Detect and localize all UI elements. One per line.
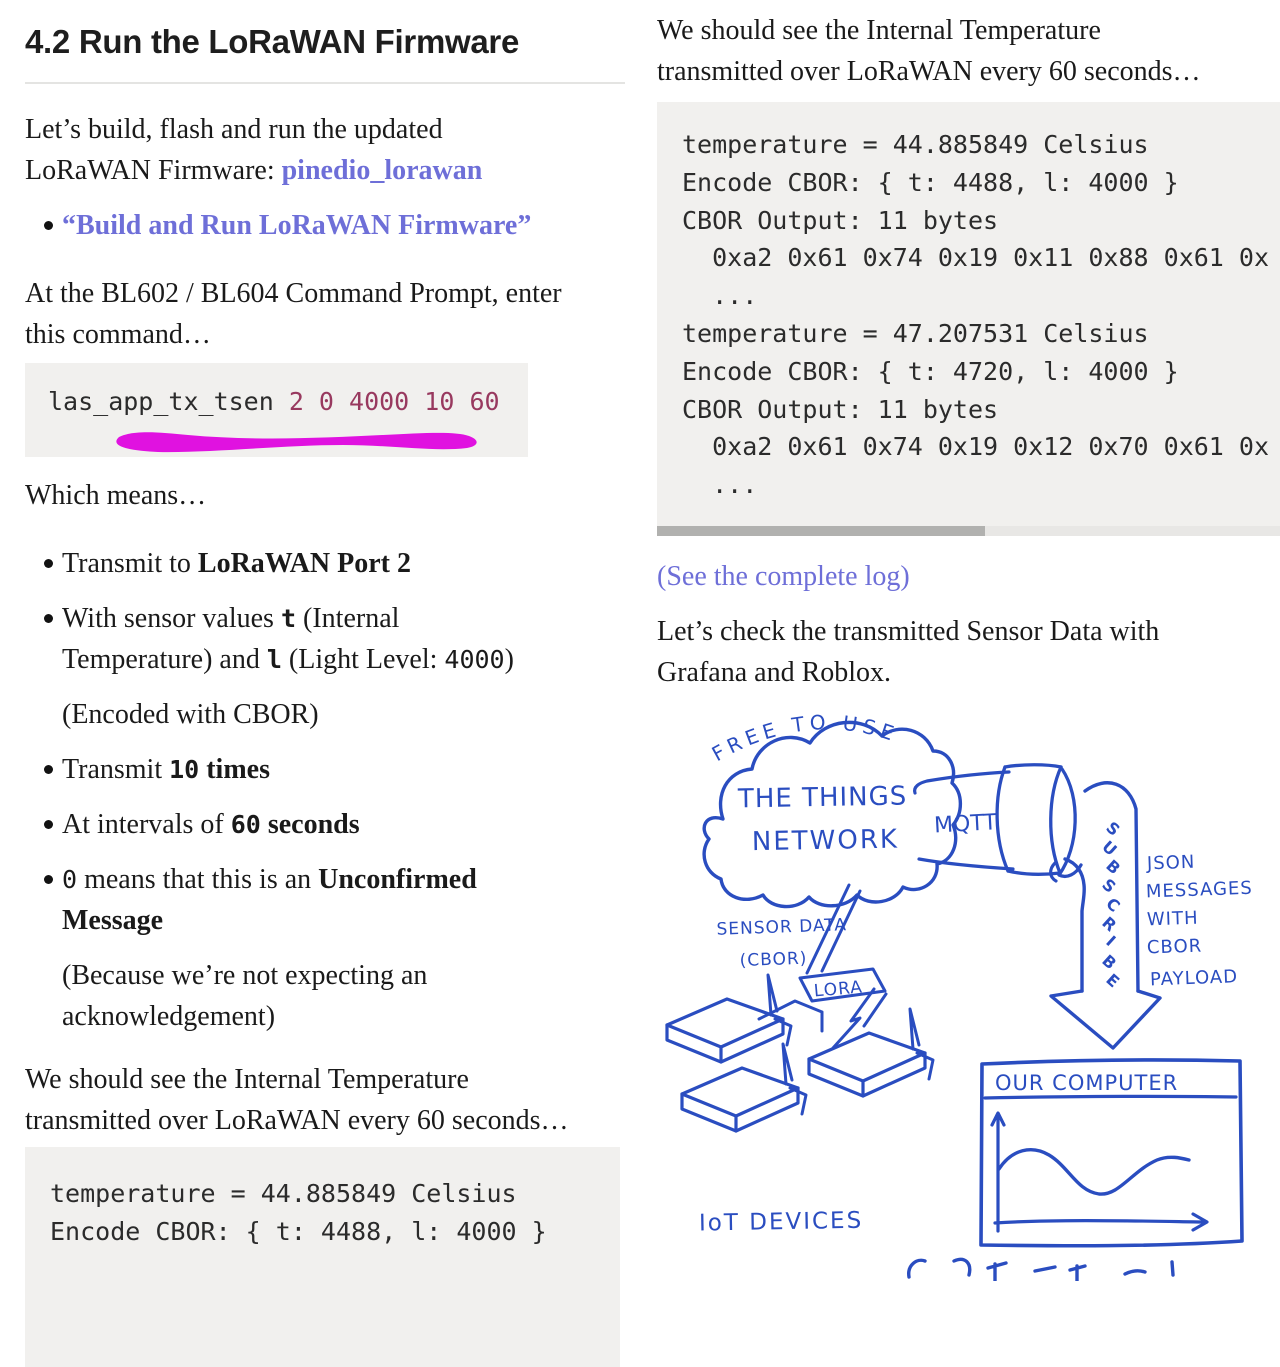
text-segment: Let’s check the transmitted Sensor Data with — [657, 616, 1160, 647]
architecture-sketch — [657, 701, 1280, 1281]
code-line: Encode CBOR: { t: 4488, l: 4000 } — [682, 167, 1179, 197]
subscribe-arrow — [1051, 783, 1160, 1048]
bullet-text — [62, 749, 625, 790]
subscribe-label: S U B S C R I B E — [1098, 817, 1125, 992]
text-segment: Which means… — [25, 480, 207, 511]
text-segment: 10 — [169, 755, 200, 784]
text-segment: At the BL602 / BL604 Command Prompt, enter — [25, 278, 562, 309]
bullet-text — [62, 694, 625, 735]
text-line — [62, 694, 625, 735]
scrollbar-thumb[interactable] — [657, 526, 985, 536]
text-segment: l — [266, 645, 282, 674]
text-segment: 4000 — [444, 645, 505, 674]
bullet-text — [62, 804, 625, 845]
mqtt-label: MQTT — [933, 810, 998, 839]
text-segment: (Because we’re not expecting an — [62, 960, 428, 991]
lora-label: LORA — [813, 977, 864, 1002]
svg-text:JSON: JSON — [1146, 851, 1196, 875]
text-line — [62, 900, 625, 941]
text-line — [62, 804, 625, 845]
temperature-log-block — [25, 1147, 620, 1367]
code-line: CBOR Output: 11 bytes — [682, 205, 999, 235]
free-to-use-label: FREE TO USE — [707, 710, 902, 767]
bullet-text — [62, 543, 625, 584]
code-line: ... — [682, 470, 758, 500]
text-segment: We should see the Internal Temperature — [25, 1064, 469, 1095]
temperature-expectation-paragraph — [25, 1059, 625, 1141]
text-segment: transmitted over LoRaWAN every 60 seconds… — [657, 56, 1201, 87]
bullet-dot — [25, 543, 62, 584]
text-segment: 2 0 4000 10 60 — [288, 387, 500, 416]
text-line — [62, 639, 625, 680]
bullet-item — [25, 859, 625, 941]
code-line: 0xa2 0x61 0x74 0x19 0x11 0x88 0x61 0x — [682, 243, 1269, 273]
bullet-dot — [25, 598, 62, 680]
code-line: temperature = 47.207531 Celsius — [682, 318, 1149, 348]
text-line — [25, 1059, 625, 1100]
svg-text:(CBOR): (CBOR) — [739, 948, 808, 971]
text-segment: las_app_tx_tsen — [48, 387, 289, 416]
text-line — [62, 598, 625, 639]
code-line: temperature = 44.885849 Celsius — [50, 1179, 517, 1208]
bullet-dot — [25, 804, 62, 845]
text-segment: At intervals of — [62, 809, 231, 840]
which-means-paragraph — [25, 475, 625, 516]
link[interactable]: pinedio_lorawan — [281, 155, 483, 186]
bullet-text — [62, 598, 625, 680]
text-line — [62, 955, 625, 996]
text-segment: LoRaWAN Firmware: — [25, 155, 282, 186]
text-segment: Let’s build, flash and run the updated — [25, 114, 443, 145]
text-line — [25, 1100, 625, 1141]
link[interactable]: “Build and Run LoRaWAN Firmware” — [62, 210, 532, 241]
svg-text:WITH: WITH — [1146, 907, 1199, 931]
right-column — [657, 10, 1280, 1281]
cbor-log-block[interactable] — [657, 102, 1280, 536]
text-line — [62, 205, 625, 246]
bullet-dot — [25, 205, 62, 246]
svg-text:PAYLOAD: PAYLOAD — [1149, 966, 1239, 991]
iot-devices-group — [667, 975, 933, 1131]
command-line — [48, 387, 528, 428]
iot-device — [667, 975, 791, 1062]
text-line — [25, 475, 625, 516]
text-segment: Transmit to — [62, 548, 198, 579]
text-line — [48, 387, 528, 428]
text-segment: We should see the Internal Temperature — [657, 15, 1101, 46]
text-segment: Transmit — [62, 754, 170, 785]
text-segment: LoRaWAN Port 2 — [197, 548, 411, 579]
code-line: CBOR Output: 11 bytes — [682, 394, 999, 424]
marker-highlight — [103, 426, 483, 454]
log-lines — [682, 126, 1280, 504]
heading-divider — [25, 82, 625, 84]
bullet-dot — [25, 749, 62, 790]
code-line: ... — [682, 281, 758, 311]
text-line — [25, 150, 625, 191]
command-prompt-paragraph — [25, 273, 625, 355]
iot-devices-label: IoT DEVICES — [698, 1207, 864, 1237]
bullet-text — [62, 859, 625, 941]
horizontal-scrollbar — [657, 526, 1280, 536]
text-segment: acknowledgement) — [62, 1001, 276, 1032]
command-meaning-list — [25, 543, 625, 1037]
chart-curve — [999, 1150, 1189, 1194]
text-line — [25, 273, 625, 314]
bullet-item — [25, 804, 625, 845]
text-line — [657, 10, 1280, 51]
text-segment: Message — [62, 905, 164, 936]
command-code-block — [25, 363, 528, 457]
bullet-item — [25, 598, 625, 680]
temperature-expectation-paragraph-2 — [657, 10, 1280, 92]
bullet-dot — [25, 859, 62, 941]
text-line — [657, 611, 1280, 652]
text-segment: this command… — [25, 319, 211, 350]
our-computer-label: OUR COMPUTER — [995, 1071, 1179, 1095]
code-line: temperature = 44.885849 Celsius — [682, 130, 1149, 159]
text-segment: transmitted over LoRaWAN every 60 seconds… — [25, 1105, 569, 1136]
bullet-item — [25, 543, 625, 584]
text-segment: 0 — [62, 865, 78, 894]
computer-box — [981, 1060, 1242, 1246]
code-line: Encode CBOR: { t: 4488, l: 4000 } — [50, 1217, 547, 1246]
left-column — [25, 22, 625, 1367]
iot-device — [682, 1044, 806, 1131]
text-segment: ) — [504, 644, 514, 675]
sensor-data-label — [716, 915, 848, 972]
text-segment: With sensor values — [62, 603, 281, 634]
lora-bolt — [800, 885, 886, 1048]
svg-text:CBOR: CBOR — [1146, 935, 1203, 959]
cutoff-handwriting — [909, 1259, 1173, 1281]
text-segment: (Light Level: — [281, 644, 445, 675]
text-line — [62, 996, 625, 1037]
cloud-label-line2: NETWORK — [751, 824, 900, 858]
text-segment: times — [206, 754, 270, 785]
text-segment: means that this is an — [77, 864, 319, 895]
text-segment — [261, 809, 268, 840]
grafana-paragraph — [657, 611, 1280, 693]
log-link-line — [657, 556, 1280, 597]
firmware-link-list-item — [25, 205, 625, 246]
text-segment: 60 — [230, 810, 261, 839]
text-line — [25, 314, 625, 355]
cloud-label-line1: THE THINGS — [737, 781, 908, 815]
svg-text:MESSAGES: MESSAGES — [1145, 877, 1254, 903]
text-segment: Temperature) and — [62, 644, 267, 675]
bullet-continuation — [25, 694, 625, 735]
code-line: 0xa2 0x61 0x74 0x19 0x12 0x70 0x61 0x — [682, 432, 1269, 462]
text-segment: Grafana and Roblox. — [657, 657, 892, 688]
text-segment: (Internal — [296, 603, 400, 634]
text-segment: seconds — [267, 809, 360, 840]
text-line — [62, 859, 625, 900]
complete-log-link[interactable]: (See the complete log) — [657, 561, 910, 592]
section-heading: 4.2 Run the LoRaWAN Firmware — [25, 23, 520, 60]
code-line: Encode CBOR: { t: 4720, l: 4000 } — [682, 356, 1179, 386]
text-segment: Unconfirmed — [318, 864, 477, 895]
text-line — [25, 109, 625, 150]
text-segment: t — [280, 604, 297, 633]
log-lines — [50, 1175, 620, 1251]
text-line — [657, 51, 1280, 92]
bullet-continuation — [25, 955, 625, 1037]
build-run-link-line — [62, 205, 625, 246]
json-note — [1144, 850, 1257, 991]
bullet-text — [62, 955, 625, 1037]
svg-text:SENSOR DATA: SENSOR DATA — [716, 915, 848, 940]
text-line — [62, 749, 625, 790]
intro-paragraph — [25, 109, 625, 191]
text-segment: (Encoded with CBOR) — [62, 699, 319, 730]
bullet-item — [25, 749, 625, 790]
text-line — [62, 543, 625, 584]
iot-device — [809, 1009, 933, 1096]
text-line — [657, 652, 1280, 693]
sketch-chart — [992, 1113, 1207, 1231]
